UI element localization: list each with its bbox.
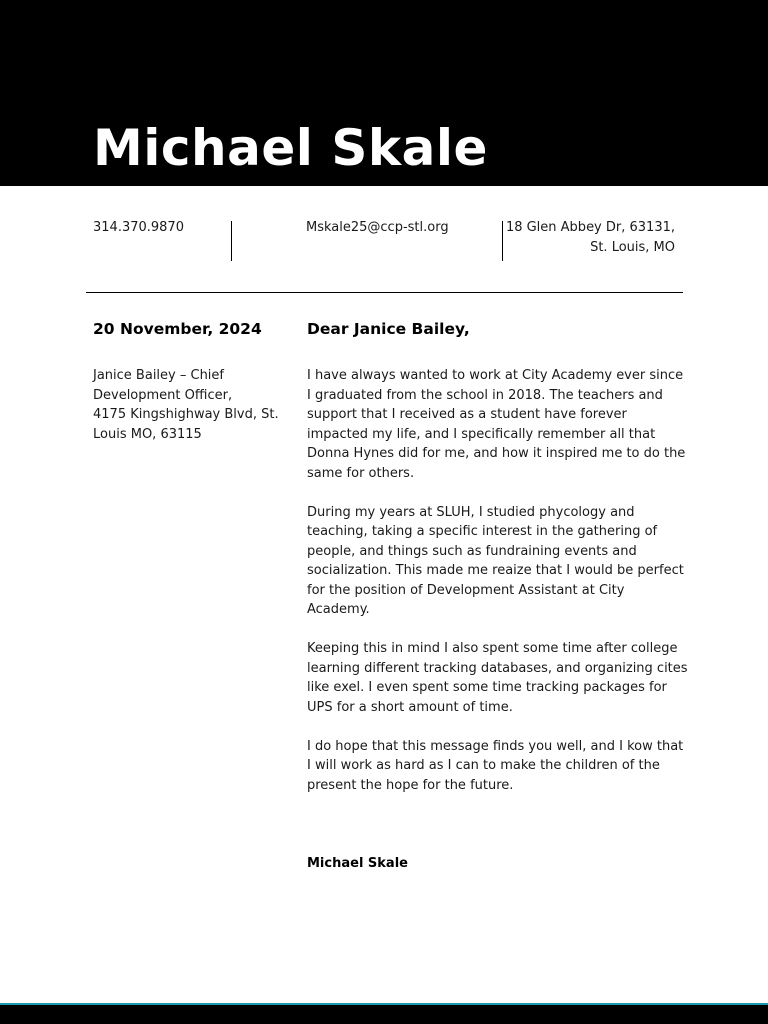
header-banner bbox=[0, 0, 768, 186]
body-line: I do hope that this message finds you well, and I kow that bbox=[307, 738, 684, 754]
contact-address bbox=[505, 218, 675, 258]
body-line: impacted my life, and I specifically remember all that bbox=[307, 426, 656, 442]
body-line: support that I received as a student have forever bbox=[307, 407, 627, 422]
body-line: same for others. bbox=[307, 465, 415, 481]
body-paragraph bbox=[307, 503, 682, 620]
body-paragraph bbox=[307, 737, 682, 796]
address-line: 18 Glen Abbey Dr, 63131, bbox=[505, 220, 675, 235]
body-line: Academy. bbox=[307, 602, 370, 617]
body-line: UPS for a short amount of time. bbox=[307, 699, 513, 715]
body-line: socialization. This made me reaize that I would be perfect bbox=[307, 563, 684, 578]
contact-email: Mskale25@ccp-stl.org bbox=[306, 220, 449, 235]
body-line: learning different tracking databases, and organizing cites bbox=[307, 660, 688, 676]
body-line: I will work as hard as I can to make the children of the bbox=[307, 758, 660, 773]
recipient-line: Louis MO, 63115 bbox=[93, 426, 202, 442]
body-line: Keeping this in mind I also spent some time after college bbox=[307, 641, 678, 656]
body-line: I graduated from the school in 2018. The teachers and bbox=[307, 387, 663, 403]
body-line: teaching, taking a specific interest in the gathering of bbox=[307, 524, 658, 539]
contact-divider bbox=[502, 221, 503, 261]
body-paragraph bbox=[307, 639, 688, 717]
address-line: St. Louis, MO bbox=[590, 240, 675, 255]
recipient-line: Janice Bailey – Chief bbox=[93, 368, 224, 383]
contact-phone: 314.370.9870 bbox=[93, 220, 184, 235]
sender-name: Michael Skale bbox=[93, 119, 488, 177]
section-divider bbox=[86, 292, 683, 293]
body-line: present the hope for the future. bbox=[307, 777, 514, 793]
salutation: Dear Janice Bailey, bbox=[307, 320, 470, 338]
contact-divider bbox=[231, 221, 232, 261]
body-line: for the position of Development Assistant at City bbox=[307, 582, 625, 598]
footer-bar bbox=[0, 1003, 768, 1024]
body-line: During my years at SLUH, I studied phycology and bbox=[307, 504, 635, 520]
body-paragraph bbox=[307, 366, 686, 483]
body-line: like exel. I even spent some time tracking packages for bbox=[307, 680, 667, 695]
recipient-line: Development Officer, bbox=[93, 387, 233, 403]
letter-body bbox=[307, 366, 688, 815]
body-line: people, and things such as fundraining events and bbox=[307, 543, 637, 559]
recipient-line: 4175 Kingshighway Blvd, St. bbox=[93, 407, 279, 422]
signature: Michael Skale bbox=[307, 856, 408, 871]
recipient-block bbox=[93, 366, 288, 444]
body-line: Donna Hynes did for me, and how it inspired me to do the bbox=[307, 446, 686, 461]
letter-date: 20 November, 2024 bbox=[93, 320, 262, 338]
body-line: I have always wanted to work at City Academy ever since bbox=[307, 368, 684, 383]
